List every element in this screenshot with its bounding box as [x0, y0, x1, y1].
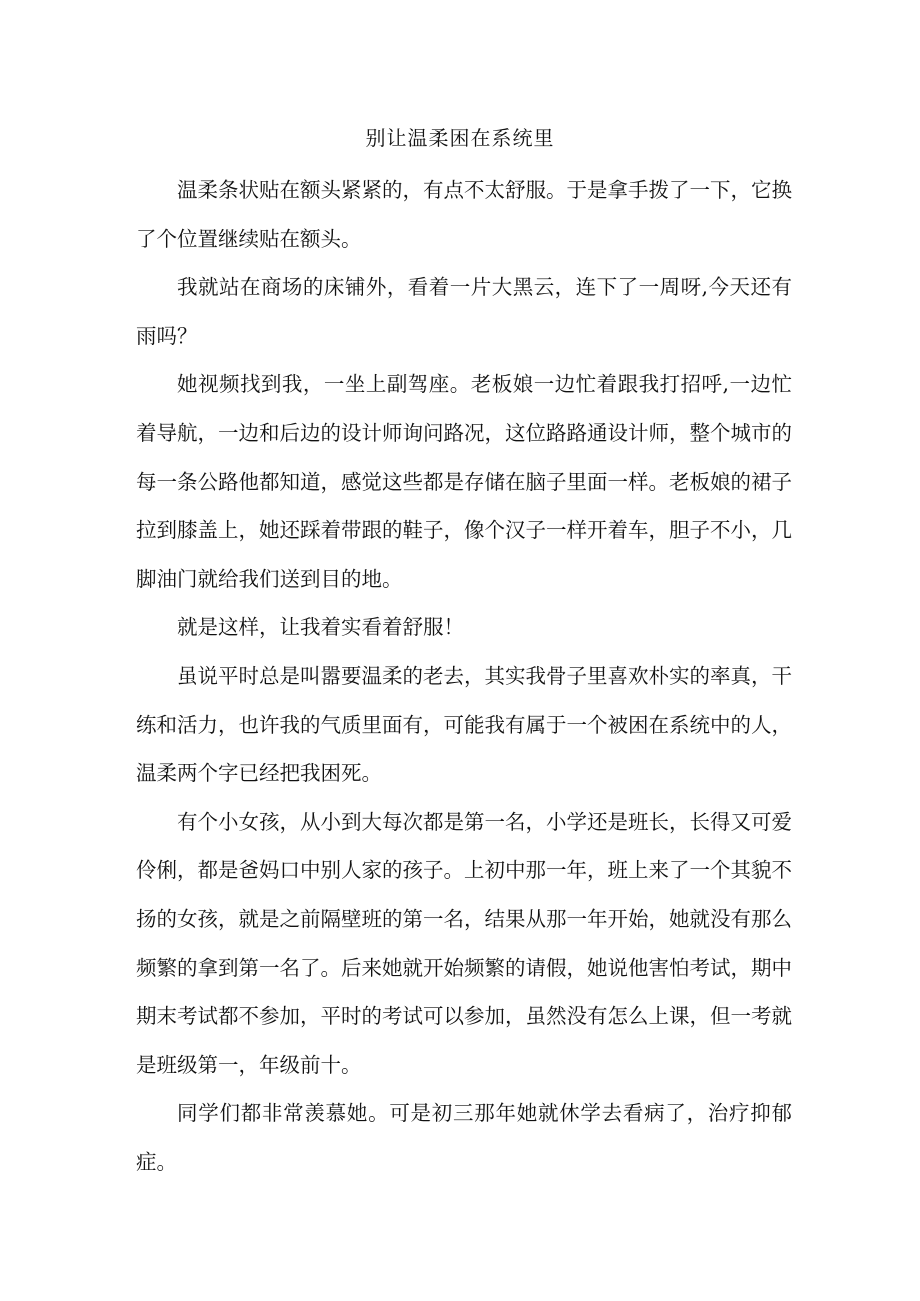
paragraph-1: 温柔条状贴在额头紧紧的，有点不太舒服。于是拿手拨了一下，它换了个位置继续贴在额头。	[136, 178, 792, 251]
paragraph-4: 就是这样，让我着实看着舒服！	[177, 615, 464, 640]
paragraph-3: 她视频找到我，一坐上副驾座。老板娘一边忙着跟我打招呼,一边忙着导航，一边和后边的设计师询问路况，这位路路通设计师，整个城市的每一条公路他都知道，感觉这些都是存储在脑子里面一样。老板娘的裙子拉到膝盖上，她还踩着带跟的鞋子，像个汉子一样开着车，胆子不小，几脚油门就给我们送到目的地。	[136, 372, 792, 591]
paragraph-6: 有个小女孩，从小到大每次都是第一名，小学还是班长，长得又可爱伶俐，都是爸妈口中别人家的孩子。上初中那一年，班上来了一个其貌不扬的女孩，就是之前隔壁班的第一名，结果从那一年开始，她就没有那么频繁的拿到第一名了。后来她就开始频繁的请假，她说他害怕考试，期中期末考试都不参加，平时的考试可以参加，虽然没有怎么上课，但一考就是班级第一，年级前十。	[136, 809, 792, 1077]
paragraph-2: 我就站在商场的床铺外，看着一片大黑云，连下了一周呀,今天还有雨吗？	[136, 275, 792, 348]
paragraph-7: 同学们都非常羡慕她。可是初三那年她就休学去看病了，治疗抑郁症。	[136, 1101, 792, 1174]
document-body	[136, 166, 792, 1186]
document-title: 别让温柔困在系统里	[365, 126, 555, 150]
paragraph-5: 虽说平时总是叫嚣要温柔的老去，其实我骨子里喜欢朴实的率真，干练和活力，也许我的气质里面有，可能我有属于一个被困在系统中的人，温柔两个字已经把我困死。	[136, 663, 792, 786]
